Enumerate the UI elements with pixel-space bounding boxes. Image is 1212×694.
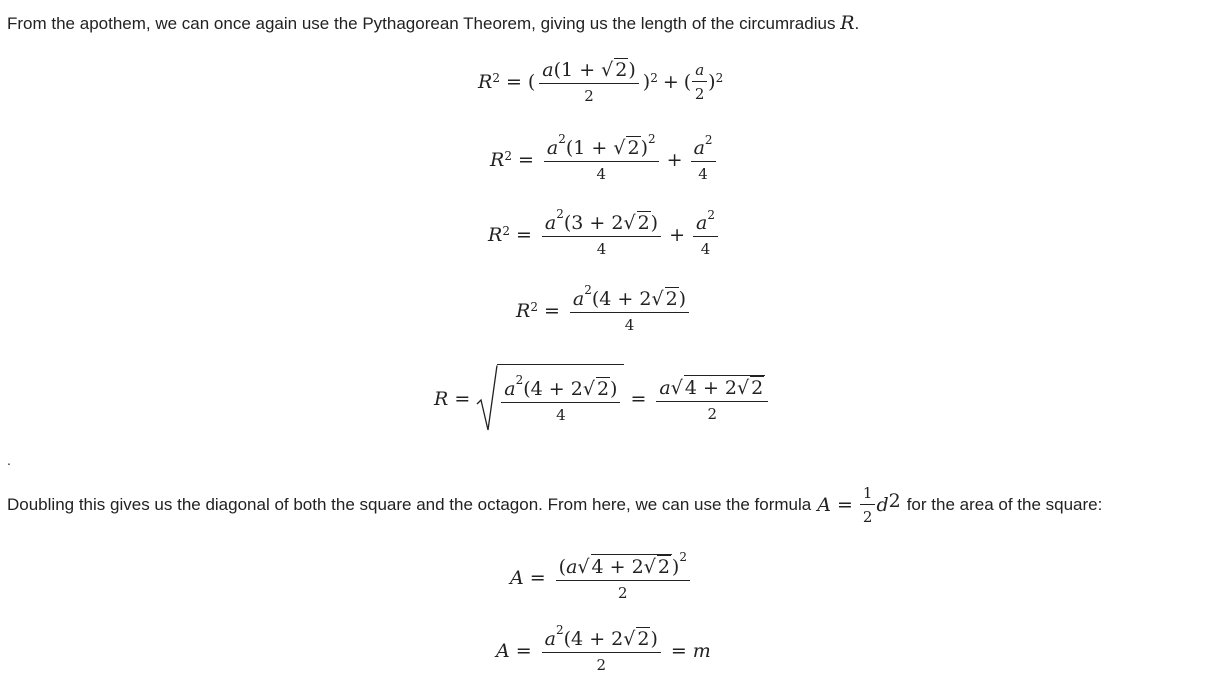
eq7-m: m <box>692 639 711 662</box>
eq2-frac-1: $\frac{a^2(1 + √ 2)^2}{4}$ <box>544 136 659 183</box>
intro-period: . <box>854 14 860 33</box>
eq1-r: R <box>478 70 493 93</box>
eq2-frac-2: $\frac{a^2}{4}$ <box>691 137 716 183</box>
radical-sign <box>476 364 498 434</box>
eq5-radical <box>476 364 624 434</box>
intro-text: From the apothem, we can once again use the Pythagorean Theorem, giving us the length of the circumradius <box>7 14 836 33</box>
eq7-frac: $\frac{a^2(4 + 2√ 2)}{2}$ <box>542 627 661 674</box>
formula-half: $\frac{1}{2}$ <box>860 484 876 526</box>
eq1-equals: = <box>505 70 522 93</box>
equation-5: R = $\frac{a^2(4 + 2√ 2)}{4}$ = $\frac{a√ 4 + 2√ 2}{2}$ <box>434 364 772 434</box>
eq6-frac: $\frac{(a√ 4 + 2√ 2 )^2}{2}$ <box>556 554 690 602</box>
equation-6: A = $\frac{(a√ 4 + 2√ 2 )^2}{2}$ <box>510 554 694 602</box>
equation-1: R $^2$ = ( $\frac{a(1 + √ 2)}{2}$ ) $^2$ + ( $\frac{a}{2}$ ) $^2$ <box>478 59 724 105</box>
eq1-frac-2: $\frac{a}{2}$ <box>692 61 707 103</box>
diagonal-text: Doubling this gives us the diagonal of both the square and the octagon. From here, we can use the formula <box>7 495 812 514</box>
diagonal-text-end: for the area of the square: <box>906 495 1103 514</box>
eq5-frac-2: $\frac{a√ 4 + 2√ 2}{2}$ <box>656 375 768 423</box>
equation-2: R $^2$ = $\frac{a^2(1 + √ 2)^2}{4}$ + $\frac{a^2}{4}$ <box>490 136 720 183</box>
equation-7: A = $\frac{a^2(4 + 2√ 2)}{2}$ = m <box>496 623 711 674</box>
eq4-frac: $\frac{a^2(4 + 2√ 2)}{4}$ <box>570 287 689 334</box>
diagonal-paragraph: Doubling this gives us the diagonal of both the square and the octagon. From here, we can use the formula A = $\frac{1}{2}$ d $^2$ for the area of the square: <box>7 484 1103 526</box>
eq3-frac-1: $\frac{a^2(3 + 2√ 2)}{4}$ <box>542 211 661 258</box>
stray-dot: . <box>7 452 11 468</box>
equation-3: R $^2$ = $\frac{a^2(3 + 2√ 2)}{4}$ + $\frac{a^2}{4}$ <box>488 211 722 258</box>
eq1-sup: 2 <box>492 70 500 85</box>
intro-paragraph <box>7 12 859 34</box>
formula-d: d <box>876 494 889 516</box>
formula-a: A <box>817 494 831 516</box>
eq1-frac-1: $\frac{a(1 + √ 2)}{2}$ <box>539 58 638 105</box>
equation-4: R $^2$ = $\frac{a^2(4 + 2√ 2)}{4}$ <box>516 287 693 334</box>
eq5-frac-1: $\frac{a^2(4 + 2√ 2)}{4}$ <box>501 377 620 424</box>
eq3-frac-2: $\frac{a^2}{4}$ <box>693 212 718 258</box>
circumradius-symbol: R <box>840 12 855 34</box>
